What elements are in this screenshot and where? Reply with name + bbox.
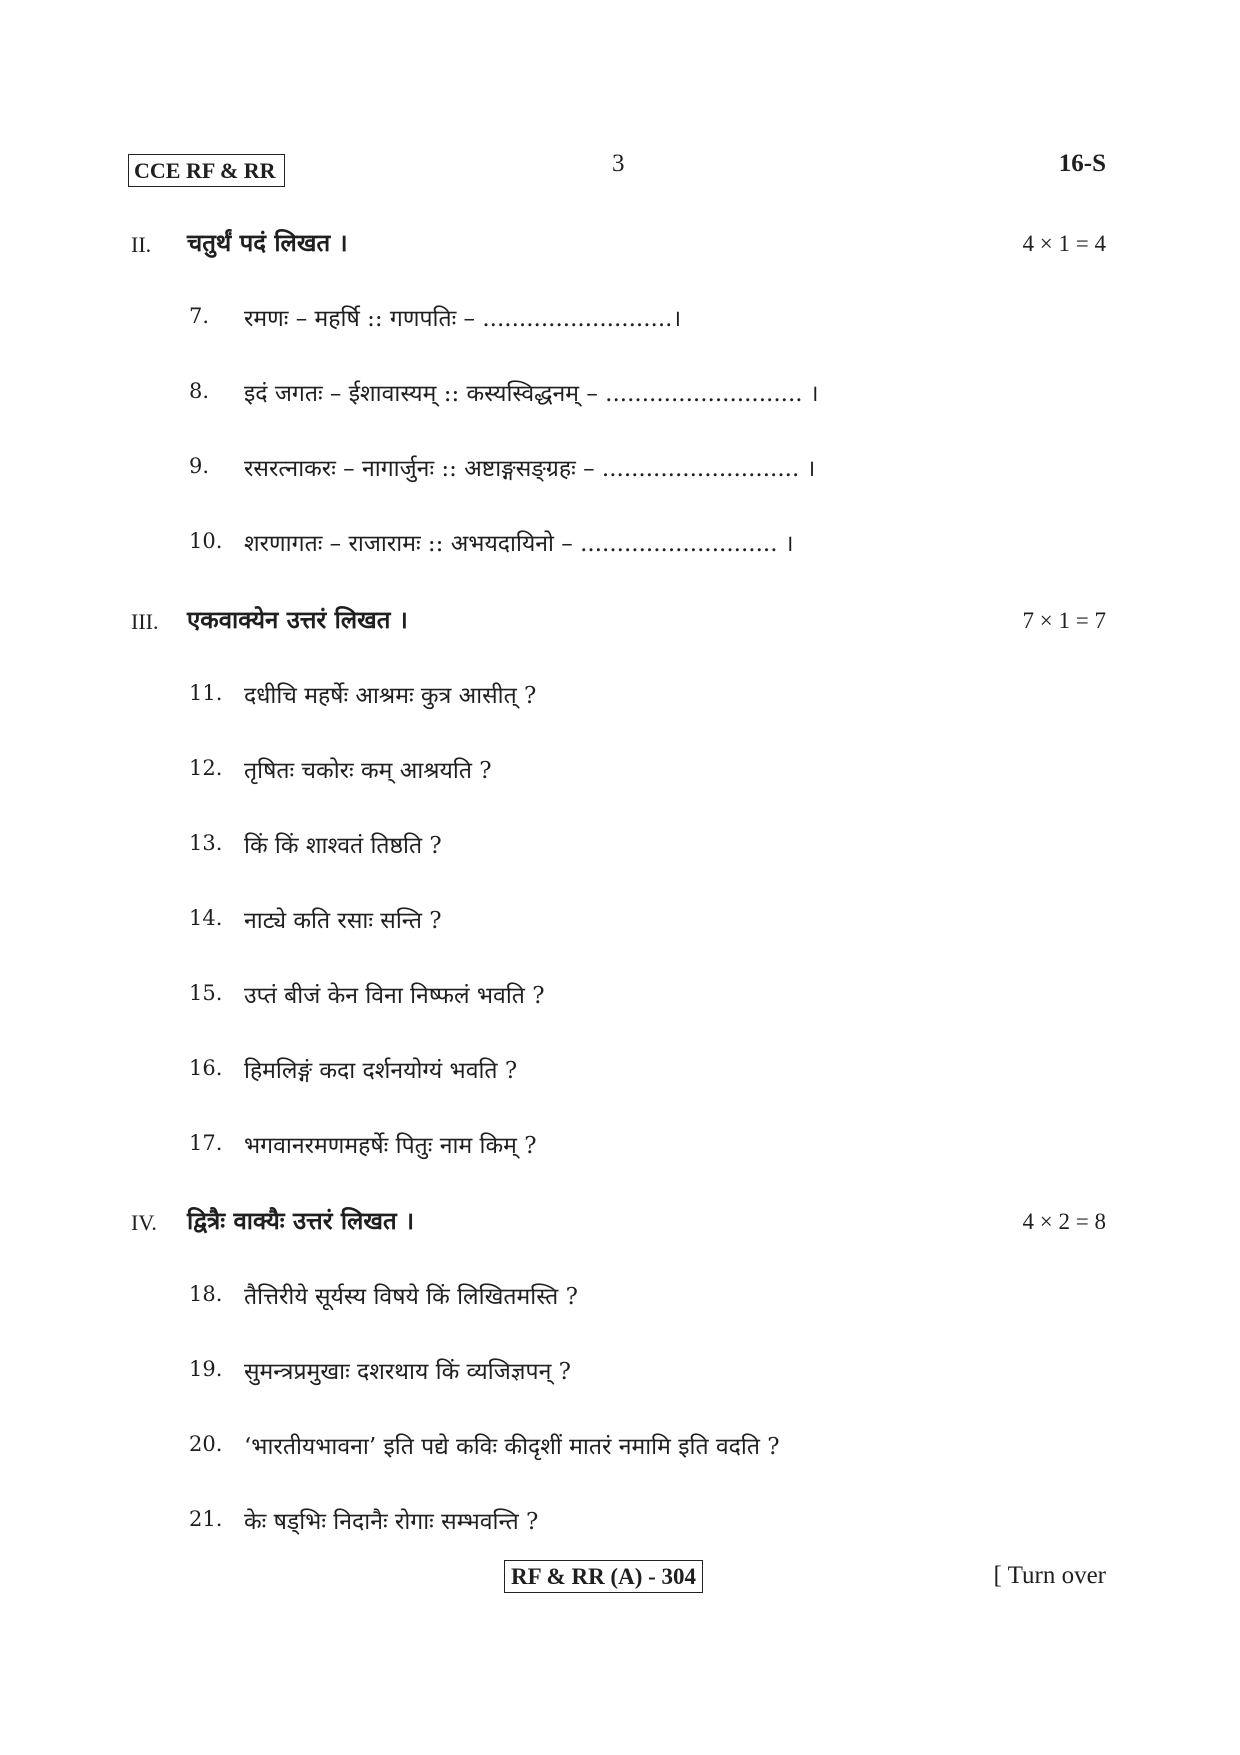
section-number: IV. xyxy=(131,1210,157,1235)
question-number: 12. xyxy=(189,756,223,780)
question-text: किं किं शाश्वतं तिष्ठति ? xyxy=(244,833,442,859)
question-11 xyxy=(189,678,1119,718)
question-20 xyxy=(189,1429,1119,1469)
question-number: 7. xyxy=(189,304,210,328)
section-marks: 7 × 1 = 7 xyxy=(1022,608,1106,633)
question-13 xyxy=(189,828,1119,868)
question-21 xyxy=(189,1504,1119,1544)
question-18 xyxy=(189,1279,1119,1319)
footer-code-box: RF & RR (A) - 304 xyxy=(504,1560,703,1593)
section-marks: 4 × 1 = 4 xyxy=(1022,231,1106,256)
question-text: तृषितः चकोरः कम् आश्रयति ? xyxy=(244,758,492,784)
question-number: 9. xyxy=(189,454,210,478)
question-text: हिमलिङ्गं कदा दर्शनयोग्यं भवति ? xyxy=(244,1058,518,1084)
question-number: 19. xyxy=(189,1357,223,1381)
question-text: दधीचि महर्षेः आश्रमः कुत्र आसीत् ? xyxy=(244,683,537,709)
question-text: शरणागतः – राजारामः :: अभयदायिनो – ........................... । xyxy=(244,531,794,557)
question-12 xyxy=(189,753,1119,793)
section-iii-heading xyxy=(131,603,1106,643)
question-16 xyxy=(189,1053,1119,1093)
question-text: रमणः – महर्षि :: गणपतिः – ..........................। xyxy=(244,306,682,332)
question-text: ‘भारतीयभावना’ इति पद्ये कविः कीदृशीं मातरं नमामि इति वदति ? xyxy=(244,1434,780,1460)
question-text: नाट्ये कति रसाः सन्ति ? xyxy=(244,908,442,934)
question-10 xyxy=(189,526,1119,566)
question-number: 11. xyxy=(189,681,223,705)
section-title: द्वित्रैः वाक्यैः उत्तरं लिखत । xyxy=(187,1206,415,1235)
question-number: 18. xyxy=(189,1282,223,1306)
question-text: सुमन्त्रप्रमुखाः दशरथाय किं व्यजिज्ञपन् ? xyxy=(244,1359,571,1385)
question-text: रसरत्नाकरः – नागार्जुनः :: अष्टाङ्गसङ्ग्रहः – ........................... । xyxy=(244,456,816,482)
question-8 xyxy=(189,376,1119,416)
question-number: 15. xyxy=(189,981,223,1005)
question-number: 13. xyxy=(189,831,223,855)
question-text: भगवानरमणमहर्षेः पितुः नाम किम् ? xyxy=(244,1133,537,1159)
page-number: 3 xyxy=(612,150,625,177)
question-number: 21. xyxy=(189,1507,223,1531)
paper-code: 16-S xyxy=(1058,150,1106,177)
section-ii-heading xyxy=(131,226,1106,266)
section-marks: 4 × 2 = 8 xyxy=(1022,1209,1106,1234)
question-text: तैत्तिरीये सूर्यस्य विषये किं लिखितमस्ति ? xyxy=(244,1284,578,1310)
question-number: 8. xyxy=(189,379,210,403)
turn-over-label: [ Turn over xyxy=(993,1562,1106,1589)
question-19 xyxy=(189,1354,1119,1394)
section-number: III. xyxy=(131,609,159,634)
question-text: उप्तं बीजं केन विना निष्फलं भवति ? xyxy=(244,983,545,1009)
question-number: 17. xyxy=(189,1131,223,1155)
section-title: चतुर्थं पदं लिखत । xyxy=(187,228,348,257)
question-number: 20. xyxy=(189,1432,223,1456)
question-9 xyxy=(189,451,1119,491)
question-number: 14. xyxy=(189,906,223,930)
question-text: केः षड्भिः निदानैः रोगाः सम्भवन्ति ? xyxy=(244,1509,539,1535)
question-number: 10. xyxy=(189,529,223,553)
question-number: 16. xyxy=(189,1056,223,1080)
question-7 xyxy=(189,301,1119,341)
header-code-box: CCE RF & RR xyxy=(128,154,285,187)
question-15 xyxy=(189,978,1119,1018)
question-17 xyxy=(189,1128,1119,1168)
section-iv-heading xyxy=(131,1204,1106,1244)
section-number: II. xyxy=(131,232,152,257)
question-text: इदं जगतः – ईशावास्यम् :: कस्यस्विद्धनम् – ........................... । xyxy=(244,381,819,407)
section-title: एकवाक्येन उत्तरं लिखत । xyxy=(187,605,408,634)
question-14 xyxy=(189,903,1119,943)
